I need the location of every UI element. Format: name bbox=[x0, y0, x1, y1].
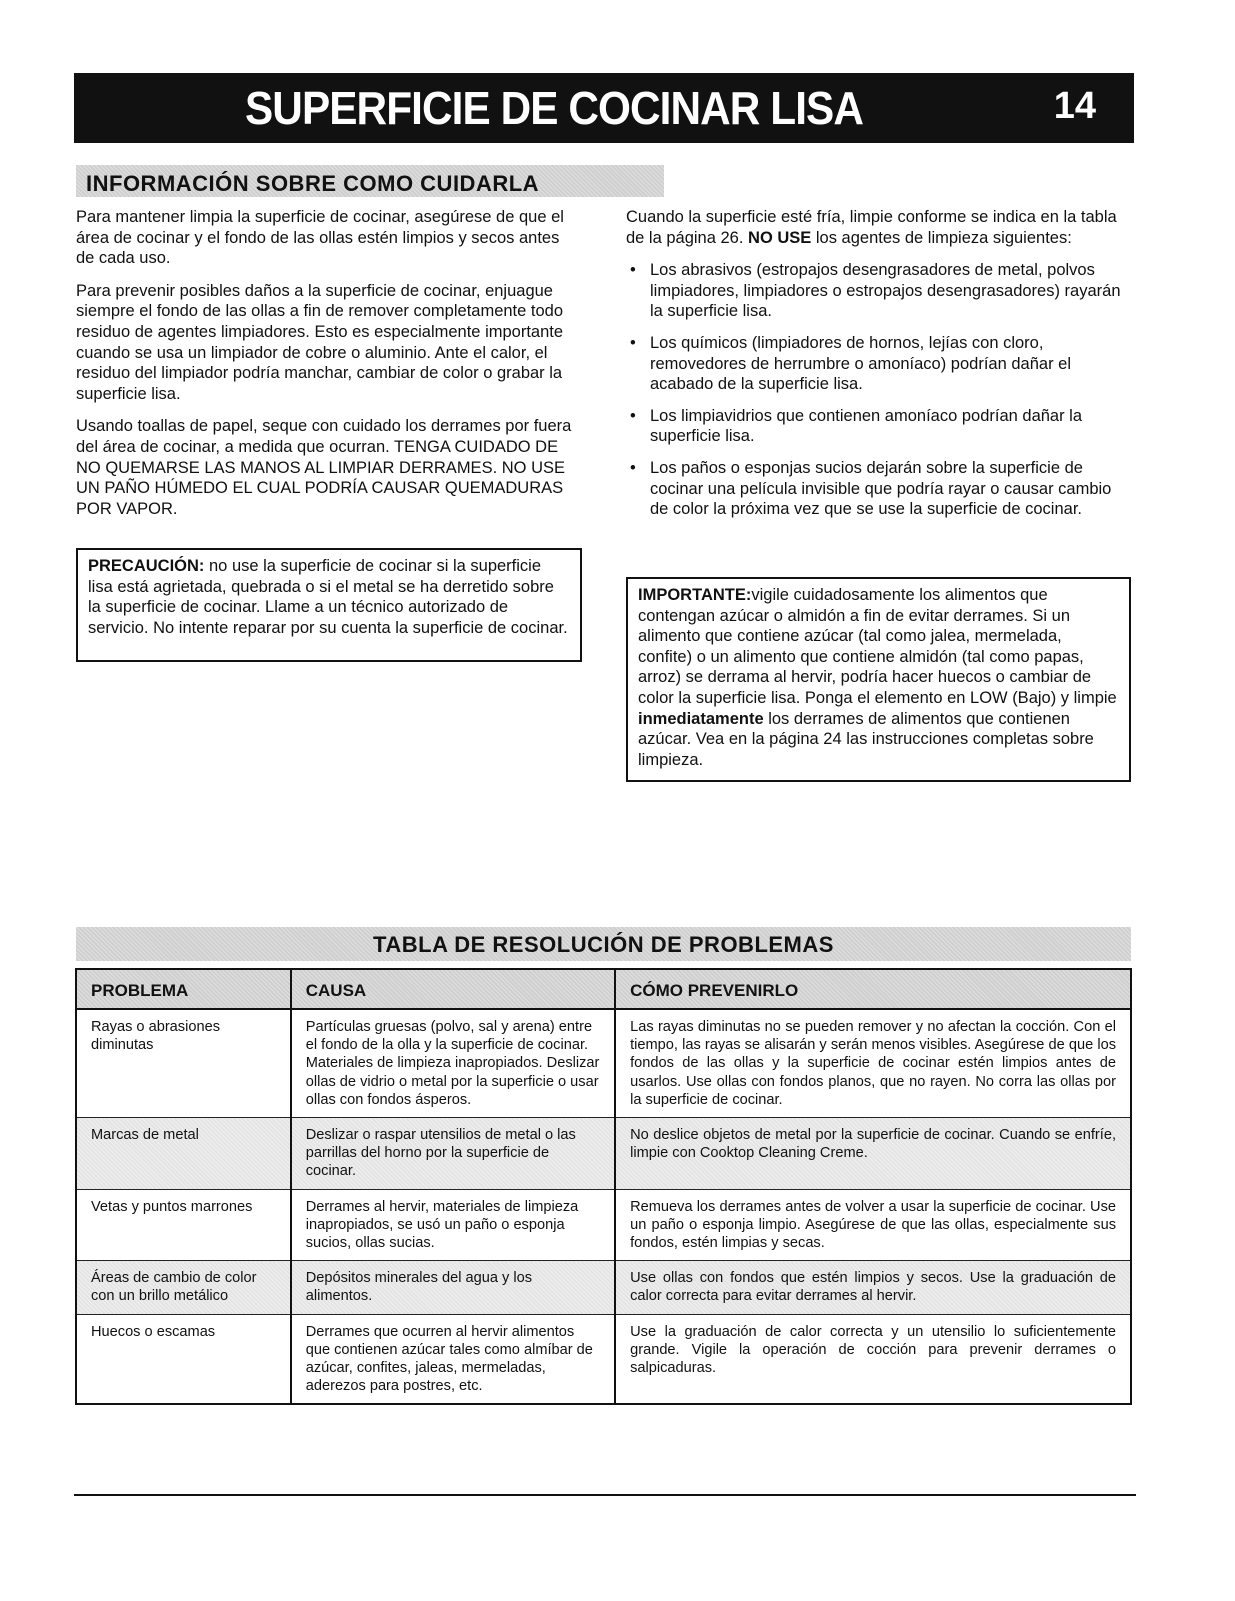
cell-prevent: Remueva los derrames antes de volver a usar la superficie de cocinar. Use un paño o esponja limpio. Asegúrese de que las ollas, especialmente sus fondos, estén limpias y secas. bbox=[615, 1189, 1131, 1261]
important-box bbox=[626, 577, 1131, 782]
cell-prevent: Use la graduación de calor correcta y un utensilio lo suficientemente grande. Vigile la operación de cocción para prevenir derrames o salpicaduras. bbox=[615, 1314, 1131, 1404]
table-row bbox=[76, 1009, 1131, 1118]
important-text: vigile cuidadosamente los alimentos que contengan azúcar o almidón a fin de evitar derrames. Si un alimento que contiene azúcar (tal como jalea, mermelada, confite) o un alimento que contiene almidón (tal como papas, arroz) se derrama al hervir, podría hacer huecos o cambiar de color la superficie lisa. Ponga el elemento en LOW (Bajo) y limpie bbox=[638, 586, 1117, 707]
cell-prevent: Use ollas con fondos que estén limpios y secos. Use la graduación de calor correcta para evitar derrames al hervir. bbox=[615, 1261, 1131, 1314]
care-paragraph-1: Para mantener limpia la superficie de cocinar, asegúrese de que el área de cocinar y el fondo de las ollas estén limpios y secos antes de cada uso. bbox=[76, 208, 564, 268]
cleaning-intro bbox=[626, 207, 1131, 248]
page-header bbox=[74, 73, 1134, 143]
bullet-icon: • bbox=[630, 406, 636, 425]
list-item-text: Los químicos (limpiadores de hornos, lejías con cloro, removedores de herrumbre o amoníaco) podrían dañar el acabado de la superficie lisa. bbox=[650, 333, 1071, 394]
cell-problem: Áreas de cambio de color con un brillo metálico bbox=[76, 1261, 291, 1314]
list-item-text: Los limpiavidrios que contienen amoníaco podrían dañar la superficie lisa. bbox=[650, 406, 1083, 446]
cell-problem: Vetas y puntos marrones bbox=[76, 1189, 291, 1261]
cell-problem: Rayas o abrasiones diminutas bbox=[76, 1009, 291, 1118]
footer-divider bbox=[74, 1494, 1136, 1496]
troubleshooting-table bbox=[75, 968, 1132, 1405]
page-number: 14 bbox=[1053, 85, 1096, 127]
list-item bbox=[626, 458, 1131, 520]
cell-cause: Depósitos minerales del agua y los alimentos. bbox=[291, 1261, 615, 1314]
cleaning-intro-bold: NO USE bbox=[748, 228, 812, 247]
caution-text: no use la superficie de cocinar si la superficie lisa está agrietada, quebrada o si el metal se ha derretido sobre la superficie de cocinar. Llame a un técnico autorizado de servicio. No intente reparar por su cuenta la superficie de cocinar. bbox=[88, 557, 568, 637]
list-item bbox=[626, 260, 1131, 322]
column-header-cause: CAUSA bbox=[291, 969, 615, 1009]
list-item bbox=[626, 333, 1131, 395]
column-header-problem: PROBLEMA bbox=[76, 969, 291, 1009]
bullet-icon: • bbox=[630, 261, 636, 280]
troubleshooting-heading: TABLA DE RESOLUCIÓN DE PROBLEMAS bbox=[76, 927, 1131, 961]
table-row bbox=[76, 1189, 1131, 1261]
cell-cause: Deslizar o raspar utensilios de metal o las parrillas del horno por la superficie de cocinar. bbox=[291, 1118, 615, 1190]
care-paragraph-3: Usando toallas de papel, seque con cuidado los derrames por fuera del área de cocinar, a medida que ocurran. TENGA CUIDADO DE NO QUEMARSE LAS MANOS AL LIMPIAR DERRAMES. NO USE UN PAÑO HÚMEDO EL CUAL PODRÍA CAUSAR QUEMADURAS POR VAPOR. bbox=[76, 417, 572, 518]
care-paragraph-2: Para prevenir posibles daños a la superficie de cocinar, enjuague siempre el fondo de las ollas a fin de remover completamente todo residuo de agentes limpiadores. Esto es especialmente importante cuando se usa un limpiador de cobre o aluminio. Ante el calor, el residuo del limpiador podría manchar, cambiar de color o grabar la superficie lisa. bbox=[76, 281, 564, 403]
bullet-icon: • bbox=[630, 333, 636, 352]
cell-problem: Huecos o escamas bbox=[76, 1314, 291, 1404]
caution-label: PRECAUCIÓN: bbox=[88, 557, 205, 575]
cell-cause: Partículas gruesas (polvo, sal y arena) entre el fondo de la olla y la superficie de cocinar. Materiales de limpieza inapropiados. Deslizar ollas de vidrio o metal por la superficie o usar ollas con fondos ásperos. bbox=[291, 1009, 615, 1118]
cleaning-intro-text: Cuando la superficie esté fría, limpie conforme se indica en la tabla de la página 26. bbox=[626, 208, 1117, 247]
important-label: IMPORTANTE: bbox=[638, 586, 752, 604]
cell-cause: Derrames que ocurren al hervir alimentos que contienen azúcar tales como almíbar de azúcar, confites, jaleas, mermeladas, aderezos para postres, etc. bbox=[291, 1314, 615, 1404]
list-item-text: Los abrasivos (estropajos desengrasadores de metal, polvos limpiadores, limpiadores o estropajos desengrasadores) rayarán la superficie lisa. bbox=[650, 261, 1121, 321]
list-item bbox=[626, 406, 1131, 447]
caution-box bbox=[76, 548, 582, 662]
important-text-end: los derrames de alimentos que contienen azúcar. Vea en la página 24 las instrucciones completas sobre limpieza. bbox=[638, 709, 1094, 769]
table-row bbox=[76, 1314, 1131, 1404]
table-row bbox=[76, 1118, 1131, 1190]
cell-problem: Marcas de metal bbox=[76, 1118, 291, 1190]
important-emphasis: inmediatamente bbox=[638, 709, 764, 728]
care-left-column bbox=[76, 207, 581, 531]
bullet-icon: • bbox=[630, 458, 636, 477]
care-section-heading: INFORMACIÓN SOBRE COMO CUIDARLA bbox=[76, 165, 664, 197]
cell-prevent: Las rayas diminutas no se pueden remover y no afectan la cocción. Con el tiempo, las rayas se alisarán y serán menos visibles. Asegúrese de que los fondos de las ollas y la superficie de cocinar estén limpios antes de usarlos. Use ollas con fondos planos, que no rayen. No corra las ollas por la superficie de cocinar. bbox=[615, 1009, 1131, 1118]
column-header-prevent: CÓMO PREVENIRLO bbox=[615, 969, 1131, 1009]
cell-cause: Derrames al hervir, materiales de limpieza inapropiados, se usó un paño o esponja sucios, ollas sucias. bbox=[291, 1189, 615, 1261]
table-row bbox=[76, 1261, 1131, 1314]
cell-prevent: No deslice objetos de metal por la superficie de cocinar. Cuando se enfríe, limpie con Cooktop Cleaning Creme. bbox=[615, 1118, 1131, 1190]
list-item-text: Los paños o esponjas sucios dejarán sobre la superficie de cocinar una película invisible que podría rayar o causar cambio de color la próxima vez que se use la superficie de cocinar. bbox=[650, 458, 1112, 519]
page-title: SUPERFICIE DE COCINAR LISA bbox=[244, 82, 863, 134]
table-header-row bbox=[76, 969, 1131, 1009]
cleaning-agents-list bbox=[626, 260, 1131, 520]
cleaning-intro-text-end: los agentes de limpieza siguientes: bbox=[811, 228, 1072, 247]
care-right-column bbox=[626, 207, 1131, 531]
